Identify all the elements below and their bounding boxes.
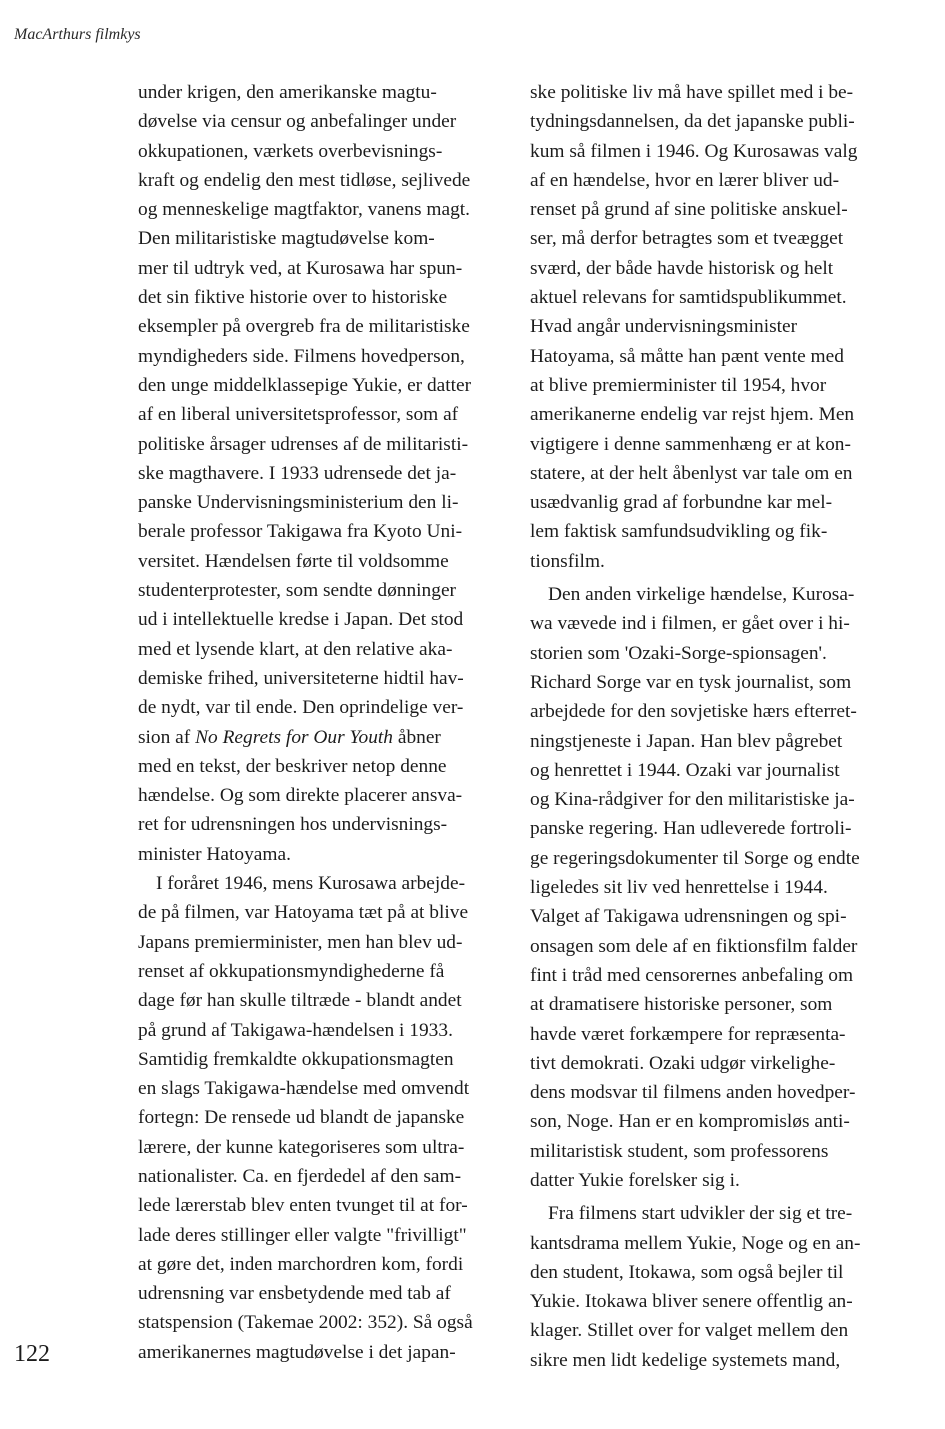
text-line: kantsdrama mellem Yukie, Noge og en an- [530, 1232, 861, 1254]
text-line: okkupationen, værkets overbevisnings- [138, 140, 443, 162]
text-line: demiske frihed, universiteterne hidtil hav- [138, 667, 464, 689]
text-line: at gøre det, inden marchordren kom, fordi [138, 1253, 464, 1275]
text-line: kraft og endelig den mest tidløse, sejlivede [138, 169, 471, 191]
text-line: dage før han skulle tiltræde - blandt andet [138, 990, 462, 1012]
text-line: eksempler på overgreb fra de militaristiske [138, 316, 470, 338]
text-line: mer til udtryk ved, at Kurosawa har spun- [138, 257, 463, 279]
text-line: renset af okkupationsmyndighederne få [138, 960, 445, 982]
text-line: minister Hatoyama. [138, 843, 291, 865]
text-line: klager. Stillet over for valget mellem den [530, 1320, 849, 1342]
text-line: ningstjeneste i Japan. Han blev pågrebet [530, 730, 843, 752]
text-line: berale professor Takigawa fra Kyoto Uni- [138, 521, 463, 543]
text-line: udrensning var ensbetydende med tab af [138, 1283, 451, 1305]
text-line: amerikanerne endelig var rejst hjem. Men [530, 404, 855, 426]
text-line: havde været forkæmpere for repræsenta- [530, 1023, 846, 1045]
text-line: med et lysende klart, at den relative aka- [138, 638, 453, 660]
text-line: militaristisk student, som professorens [530, 1140, 829, 1162]
text-line: politiske årsager udrenses af de militaristi- [138, 433, 469, 455]
text-line: sikre men lidt kedelige systemets mand, [530, 1349, 841, 1371]
text-line: en slags Takigawa-hændelse med omvendt [138, 1078, 470, 1100]
text-line: døvelse via censur og anbefalinger under [138, 111, 457, 133]
text-line: Samtidig fremkaldte okkupationsmagten [138, 1048, 454, 1070]
text-line: kum så filmen i 1946. Og Kurosawas valg [530, 140, 858, 162]
text-line: Yukie. Itokawa bliver senere offentlig an- [530, 1291, 853, 1313]
text-line: versitet. Hændelsen førte til voldsomme [138, 550, 449, 572]
text-line: I foråret 1946, mens Kurosawa arbejde- [156, 873, 466, 895]
text-line: lade deres stillinger eller valgte "frivilligt" [138, 1224, 467, 1246]
text-line: at blive premierminister til 1954, hvor [530, 374, 827, 396]
text-line: de på filmen, var Hatoyama tæt på at blive [138, 902, 469, 924]
text-line: ligeledes sit liv ved henrettelse i 1944. [530, 877, 828, 899]
text-line: sværd, der både havde historisk og helt [530, 257, 834, 279]
text-line: panske regering. Han udleverede fortroli- [530, 818, 852, 840]
page-number: 122 [14, 1341, 50, 1367]
text-line: ske magthavere. I 1933 udrensede det ja- [138, 462, 457, 484]
text-line: lede lærerstab blev enten tvunget til at for- [138, 1195, 468, 1217]
text-line: onsagen som dele af en fiktionsfilm falder [530, 935, 858, 957]
text-line: Japans premierminister, men han blev ud- [138, 931, 463, 953]
text-fragment: sion af [138, 726, 196, 748]
text-line: myndigheders side. Filmens hovedperson, [138, 345, 465, 367]
text-line: Fra filmens start udvikler der sig et tre- [548, 1203, 853, 1225]
text-line: Hvad angår undervisningsminister [530, 316, 798, 338]
text-line: ser, må derfor betragtes som et tveægget [530, 228, 844, 250]
text-line: studenterprotester, som sendte dønninger [138, 580, 457, 602]
text-line: ret for udrensningen hos undervisnings- [138, 814, 448, 836]
text-line: datter Yukie forelsker sig i. [530, 1169, 740, 1191]
text-line: på grund af Takigawa-hændelsen i 1933. [138, 1019, 453, 1041]
text-line: den student, Itokawa, som også bejler til [530, 1261, 844, 1283]
text-line: lærere, der kunne kategoriseres som ultra- [138, 1136, 465, 1158]
text-line: statere, at der helt åbenlyst var tale om en [530, 462, 853, 484]
text-line: at dramatisere historiske personer, som [530, 994, 833, 1016]
running-head: MacArthurs filmkys [14, 26, 141, 43]
text-line: wa vævede ind i filmen, er gået over i hi- [530, 613, 850, 635]
text-line: det sin fiktive historie over to historiske [138, 287, 448, 309]
text-line: usædvanlig grad af forbundne kar mel- [530, 492, 833, 514]
film-title: No Regrets for Our Youth [195, 726, 393, 748]
text-line-film-title [138, 723, 498, 752]
text-line: tydningsdannelsen, da det japanske publi- [530, 111, 855, 133]
text-line: renset på grund af sine politiske anskuel- [530, 199, 848, 221]
text-line: dens modsvar til filmens anden hovedper- [530, 1082, 856, 1104]
text-line: af en hændelse, hvor en lærer bliver ud- [530, 169, 840, 191]
text-line: statspension (Takemae 2002: 352). Så også [138, 1312, 473, 1334]
text-fragment: åbner [392, 726, 441, 748]
text-line: fortegn: De rensede ud blandt de japanske [138, 1107, 465, 1129]
text-line: og henrettet i 1944. Ozaki var journalist [530, 759, 840, 781]
text-line: af en liberal universitetsprofessor, som af [138, 404, 459, 426]
text-line: Richard Sorge var en tysk journalist, som [530, 671, 852, 693]
text-line: den unge middelklassepige Yukie, er datter [138, 374, 472, 396]
left-text-column [138, 78, 498, 1367]
text-line: arbejdede for den sovjetiske hærs efterret- [530, 701, 857, 723]
text-line: tionsfilm. [530, 550, 605, 572]
text-line: panske Undervisningsministerium den li- [138, 492, 459, 514]
text-line: storien som 'Ozaki-Sorge-spionsagen'. [530, 642, 827, 664]
text-line: ske politiske liv må have spillet med i be- [530, 82, 854, 103]
text-line: fint i tråd med censorernes anbefaling om [530, 964, 854, 986]
text-line: amerikanernes magtudøvelse i det japan- [138, 1341, 456, 1363]
text-line: Hatoyama, så måtte han pænt vente med [530, 345, 844, 367]
text-line: hændelse. Og som direkte placerer ansva- [138, 785, 463, 807]
right-text-column [530, 78, 910, 1375]
text-line: lem faktisk samfundsudvikling og fik- [530, 521, 828, 543]
text-line: og Kina-rådgiver for den militaristiske ja- [530, 789, 855, 811]
text-line: Den militaristiske magtudøvelse kom- [138, 228, 435, 250]
text-line: vigtigere i denne sammenhæng er at kon- [530, 433, 851, 455]
text-line: tivt demokrati. Ozaki udgør virkelighe- [530, 1052, 836, 1074]
text-line: de nydt, var til ende. Den oprindelige ver- [138, 697, 464, 719]
text-line: son, Noge. Han er en kompromisløs anti- [530, 1111, 850, 1133]
text-line: ud i intellektuelle kredse i Japan. Det stod [138, 609, 464, 631]
text-line: med en tekst, der beskriver netop denne [138, 755, 447, 777]
text-line: nationalister. Ca. en fjerdedel af den sam- [138, 1165, 462, 1187]
text-line: Valget af Takigawa udrensningen og spi- [530, 906, 847, 928]
text-line: under krigen, den amerikanske magtu- [138, 82, 437, 103]
text-line: Den anden virkelige hændelse, Kurosa- [548, 584, 855, 606]
text-line: aktuel relevans for samtidspublikummet. [530, 287, 847, 309]
text-line: ge regeringsdokumenter til Sorge og endte [530, 847, 860, 869]
text-line: og menneskelige magtfaktor, vanens magt. [138, 199, 470, 221]
